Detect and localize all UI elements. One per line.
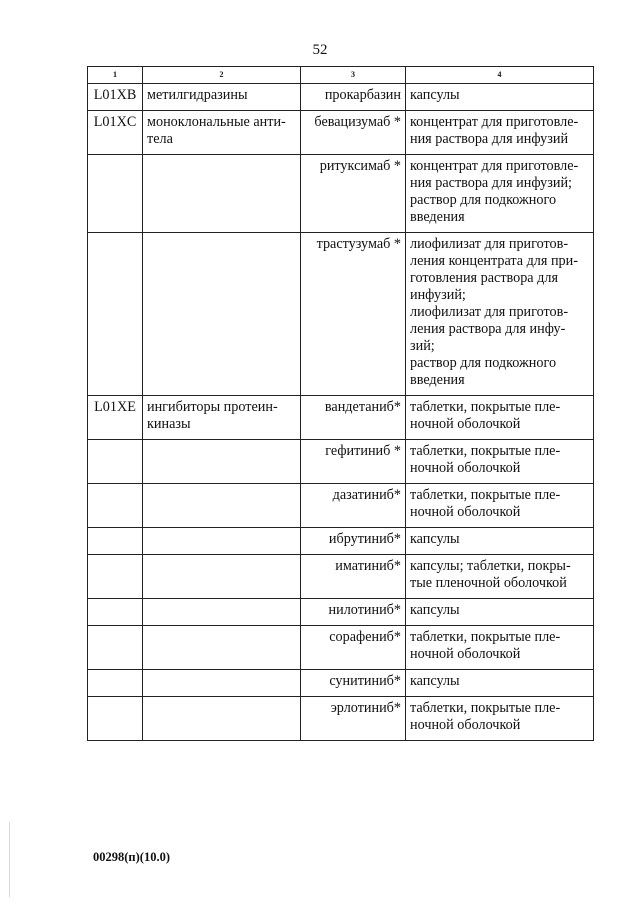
table-row (88, 233, 594, 396)
footer-code: 00298(п)(10.0) (93, 850, 170, 864)
drug-table (87, 66, 594, 741)
drug-name-cell: иматиниб* (301, 555, 406, 599)
table-row (88, 670, 594, 697)
group-name-cell (143, 484, 301, 528)
drug-name-cell: ибрутиниб* (301, 528, 406, 555)
drug-name-cell: вандетаниб* (301, 396, 406, 440)
atc-code-cell: L01XE (88, 396, 143, 440)
dosage-form-cell: таблетки, покрытые пле- ночной оболочкой (406, 626, 594, 670)
column-header: 3 (301, 67, 406, 84)
atc-code-cell (88, 599, 143, 626)
group-name-cell: метилгидразины (143, 84, 301, 111)
table-row (88, 555, 594, 599)
atc-code-cell (88, 670, 143, 697)
dosage-form-cell: таблетки, покрытые пле- ночной оболочкой (406, 484, 594, 528)
drug-name-cell: прокарбазин (301, 84, 406, 111)
dosage-form-cell: концентрат для приготовле- ния раствора для инфузий; раствор для подкожного введения (406, 155, 594, 233)
atc-code-cell (88, 155, 143, 233)
table-row (88, 155, 594, 233)
dosage-form-cell: капсулы (406, 84, 594, 111)
drug-name-cell: гефитиниб * (301, 440, 406, 484)
column-header: 2 (143, 67, 301, 84)
group-name-cell: моноклональные анти- тела (143, 111, 301, 155)
group-name-cell (143, 626, 301, 670)
group-name-cell: ингибиторы протеин- киназы (143, 396, 301, 440)
table-row (88, 697, 594, 741)
table-row (88, 440, 594, 484)
atc-code-cell (88, 555, 143, 599)
drug-name-cell: дазатиниб* (301, 484, 406, 528)
atc-code-cell: L01XB (88, 84, 143, 111)
table-row (88, 484, 594, 528)
column-header: 4 (406, 67, 594, 84)
dosage-form-cell: таблетки, покрытые пле- ночной оболочкой (406, 697, 594, 741)
table-row (88, 626, 594, 670)
drug-name-cell: бевацизумаб * (301, 111, 406, 155)
dosage-form-cell: таблетки, покрытые пле- ночной оболочкой (406, 440, 594, 484)
atc-code-cell (88, 528, 143, 555)
dosage-form-cell: таблетки, покрытые пле- ночной оболочкой (406, 396, 594, 440)
table-row (88, 599, 594, 626)
drug-name-cell: сорафениб* (301, 626, 406, 670)
table-row (88, 111, 594, 155)
group-name-cell (143, 440, 301, 484)
dosage-form-cell: лиофилизат для приготов- ления концентрата для при- готовления раствора для инфузий; лиофилизат для приготов- ления раствора для инфу- зий; раствор для подкожного введения (406, 233, 594, 396)
drug-name-cell: трастузумаб * (301, 233, 406, 396)
group-name-cell (143, 528, 301, 555)
group-name-cell (143, 670, 301, 697)
group-name-cell (143, 155, 301, 233)
table-header-row (88, 67, 594, 84)
dosage-form-cell: капсулы (406, 670, 594, 697)
atc-code-cell (88, 484, 143, 528)
group-name-cell (143, 555, 301, 599)
dosage-form-cell: капсулы (406, 599, 594, 626)
dosage-form-cell: концентрат для приготовле- ния раствора для инфузий (406, 111, 594, 155)
atc-code-cell (88, 697, 143, 741)
dosage-form-cell: капсулы (406, 528, 594, 555)
drug-name-cell: эрлотиниб* (301, 697, 406, 741)
atc-code-cell (88, 626, 143, 670)
group-name-cell (143, 599, 301, 626)
drug-name-cell: сунитиниб* (301, 670, 406, 697)
margin-line (9, 822, 10, 897)
table-row (88, 396, 594, 440)
group-name-cell (143, 233, 301, 396)
drug-name-cell: нилотиниб* (301, 599, 406, 626)
group-name-cell (143, 697, 301, 741)
table-body (88, 84, 594, 741)
atc-code-cell (88, 233, 143, 396)
page-number: 52 (312, 42, 328, 58)
dosage-form-cell: капсулы; таблетки, покры- тые пленочной оболочкой (406, 555, 594, 599)
drug-name-cell: ритуксимаб * (301, 155, 406, 233)
table-row (88, 84, 594, 111)
atc-code-cell (88, 440, 143, 484)
table-row (88, 528, 594, 555)
atc-code-cell: L01XC (88, 111, 143, 155)
column-header: 1 (88, 67, 143, 84)
